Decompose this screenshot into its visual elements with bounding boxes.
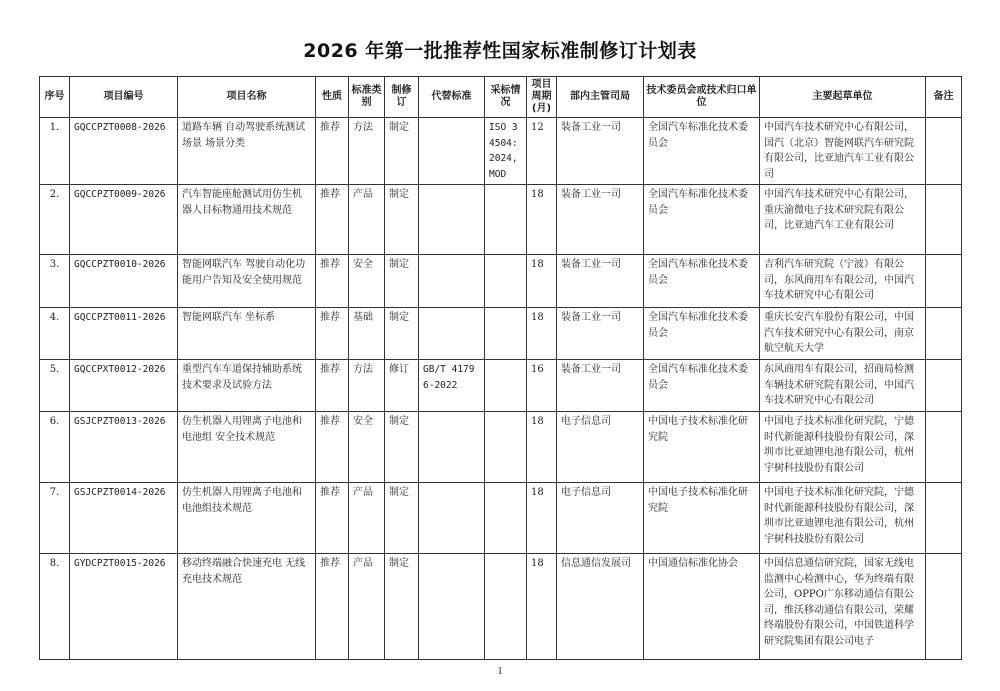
- cell-nature: 推荐: [316, 483, 349, 554]
- header-replaced: 代替标准: [419, 77, 485, 118]
- cell-drafters: 中国信息通信研究院，国家无线电监测中心检测中心，华为终端有限公司，OPPO广东移动通信有限公司，维沃移动通信有限公司，荣耀终端股份有限公司，中国铁道科学研究院集团有限公司电子: [760, 554, 926, 660]
- cell-committee: 全国汽车标准化技术委员会: [644, 255, 760, 308]
- cell-replaced: [419, 308, 485, 360]
- cell-department: 装备工业一司: [557, 308, 644, 360]
- cell-name: 移动终端融合快速充电 无线充电技术规范: [178, 554, 316, 660]
- cell-committee: 中国电子技术标准化研究院: [644, 483, 760, 554]
- cell-nature: 推荐: [316, 554, 349, 660]
- cell-seq: 6.: [40, 412, 70, 483]
- cell-notes: [926, 308, 962, 360]
- cell-seq: 4.: [40, 308, 70, 360]
- header-category: 标准类别: [349, 77, 385, 118]
- table-row: [40, 308, 962, 360]
- cell-notes: [926, 255, 962, 308]
- cell-replaced: [419, 554, 485, 660]
- cell-code: GQCCPXT0012-2026: [70, 360, 178, 412]
- cell-drafters: 中国汽车技术研究中心有限公司，国汽（北京）智能网联汽车研究院有限公司，比亚迪汽车工业有限公司: [760, 118, 926, 185]
- cell-revision: 制定: [385, 118, 419, 185]
- cell-drafters: 重庆长安汽车股份有限公司，中国汽车技术研究中心有限公司，南京航空航天大学: [760, 308, 926, 360]
- cell-revision: 制定: [385, 255, 419, 308]
- cell-name: 仿生机器人用锂离子电池和电池组 安全技术规范: [178, 412, 316, 483]
- cell-period: 18: [527, 412, 557, 483]
- cell-period: 18: [527, 185, 557, 255]
- header-seq: 序号: [40, 77, 70, 118]
- table-row: [40, 255, 962, 308]
- table-row: [40, 554, 962, 660]
- header-notes: 备注: [926, 77, 962, 118]
- header-revision: 制修订: [385, 77, 419, 118]
- cell-committee: 全国汽车标准化技术委员会: [644, 185, 760, 255]
- cell-name: 智能网联汽车 坐标系: [178, 308, 316, 360]
- cell-category: 方法: [349, 118, 385, 185]
- cell-committee: 中国电子技术标准化研究院: [644, 412, 760, 483]
- cell-code: GQCCPZT0008-2026: [70, 118, 178, 185]
- cell-adopted: [485, 483, 527, 554]
- cell-category: 产品: [349, 554, 385, 660]
- cell-adopted: [485, 255, 527, 308]
- cell-department: 装备工业一司: [557, 255, 644, 308]
- header-adopted: 采标情况: [485, 77, 527, 118]
- cell-seq: 8.: [40, 554, 70, 660]
- cell-department: 信息通信发展司: [557, 554, 644, 660]
- cell-period: 16: [527, 360, 557, 412]
- cell-notes: [926, 185, 962, 255]
- cell-seq: 5.: [40, 360, 70, 412]
- cell-period: 18: [527, 554, 557, 660]
- cell-replaced: [419, 483, 485, 554]
- header-name: 项目名称: [178, 77, 316, 118]
- table-row: [40, 412, 962, 483]
- table-row: [40, 185, 962, 255]
- cell-revision: 制定: [385, 554, 419, 660]
- cell-replaced: [419, 255, 485, 308]
- cell-nature: 推荐: [316, 412, 349, 483]
- cell-nature: 推荐: [316, 360, 349, 412]
- cell-adopted: ISO 34504:2024,MOD: [485, 118, 527, 185]
- page-number: 1: [497, 666, 503, 677]
- cell-code: GQCCPZT0009-2026: [70, 185, 178, 255]
- cell-notes: [926, 554, 962, 660]
- cell-drafters: 吉利汽车研究院（宁波）有限公司，东风商用车有限公司，中国汽车技术研究中心有限公司: [760, 255, 926, 308]
- cell-notes: [926, 412, 962, 483]
- cell-notes: [926, 483, 962, 554]
- cell-seq: 1.: [40, 118, 70, 185]
- cell-category: 安全: [349, 255, 385, 308]
- cell-revision: 制定: [385, 308, 419, 360]
- cell-committee: 中国通信标准化协会: [644, 554, 760, 660]
- cell-drafters: 中国电子技术标准化研究院，宁德时代新能源科技股份有限公司，深圳市比亚迪锂电池有限公司，杭州宇树科技股份有限公司: [760, 483, 926, 554]
- cell-category: 产品: [349, 185, 385, 255]
- cell-code: GSJCPZT0014-2026: [70, 483, 178, 554]
- cell-period: 12: [527, 118, 557, 185]
- cell-committee: 全国汽车标准化技术委员会: [644, 308, 760, 360]
- cell-revision: 制定: [385, 412, 419, 483]
- cell-revision: 修订: [385, 360, 419, 412]
- cell-category: 基础: [349, 308, 385, 360]
- cell-replaced: [419, 185, 485, 255]
- cell-adopted: [485, 360, 527, 412]
- cell-department: 装备工业一司: [557, 185, 644, 255]
- table-row: [40, 118, 962, 185]
- cell-committee: 全国汽车标准化技术委员会: [644, 360, 760, 412]
- table-header-row: [40, 77, 962, 118]
- standards-plan-table: [39, 76, 962, 660]
- cell-department: 装备工业一司: [557, 360, 644, 412]
- cell-seq: 3.: [40, 255, 70, 308]
- cell-drafters: 东风商用车有限公司，招商局检测车辆技术研究院有限公司，中国汽车技术研究中心有限公司: [760, 360, 926, 412]
- cell-drafters: 中国电子技术标准化研究院，宁德时代新能源科技股份有限公司，深圳市比亚迪锂电池有限公司，杭州宇树科技股份有限公司: [760, 412, 926, 483]
- cell-category: 方法: [349, 360, 385, 412]
- cell-name: 重型汽车车道保持辅助系统技术要求及试验方法: [178, 360, 316, 412]
- cell-replaced: [419, 118, 485, 185]
- cell-period: 18: [527, 308, 557, 360]
- cell-notes: [926, 360, 962, 412]
- cell-nature: 推荐: [316, 255, 349, 308]
- cell-revision: 制定: [385, 185, 419, 255]
- cell-code: GQCCPZT0010-2026: [70, 255, 178, 308]
- cell-replaced: GB/T 41796-2022: [419, 360, 485, 412]
- header-committee: 技术委员会或技术归口单位: [644, 77, 760, 118]
- cell-period: 18: [527, 255, 557, 308]
- cell-committee: 全国汽车标准化技术委员会: [644, 118, 760, 185]
- cell-code: GYDCPZT0015-2026: [70, 554, 178, 660]
- page-title: 2026 年第一批推荐性国家标准制修订计划表: [303, 40, 697, 62]
- cell-adopted: [485, 412, 527, 483]
- cell-period: 18: [527, 483, 557, 554]
- cell-nature: 推荐: [316, 185, 349, 255]
- cell-code: GSJCPZT0013-2026: [70, 412, 178, 483]
- cell-department: 电子信息司: [557, 483, 644, 554]
- cell-nature: 推荐: [316, 118, 349, 185]
- cell-name: 智能网联汽车 驾驶自动化功能用户告知及安全使用规范: [178, 255, 316, 308]
- cell-category: 产品: [349, 483, 385, 554]
- header-nature: 性质: [316, 77, 349, 118]
- header-period: 项目周期(月): [527, 77, 557, 118]
- header-code: 项目编号: [70, 77, 178, 118]
- cell-adopted: [485, 308, 527, 360]
- cell-name: 汽车智能座舱测试用仿生机器人目标物通用技术规范: [178, 185, 316, 255]
- cell-category: 安全: [349, 412, 385, 483]
- cell-replaced: [419, 412, 485, 483]
- cell-department: 装备工业一司: [557, 118, 644, 185]
- cell-department: 电子信息司: [557, 412, 644, 483]
- cell-name: 仿生机器人用锂离子电池和电池组技术规范: [178, 483, 316, 554]
- header-department: 部内主管司局: [557, 77, 644, 118]
- cell-adopted: [485, 554, 527, 660]
- cell-revision: 制定: [385, 483, 419, 554]
- header-drafters: 主要起草单位: [760, 77, 926, 118]
- table-row: [40, 483, 962, 554]
- cell-drafters: 中国汽车技术研究中心有限公司，重庆渝微电子技术研究院有限公司，比亚迪汽车工业有限公司: [760, 185, 926, 255]
- cell-notes: [926, 118, 962, 185]
- cell-adopted: [485, 185, 527, 255]
- table-row: [40, 360, 962, 412]
- cell-seq: 7.: [40, 483, 70, 554]
- cell-seq: 2.: [40, 185, 70, 255]
- cell-nature: 推荐: [316, 308, 349, 360]
- cell-code: GQCCPZT0011-2026: [70, 308, 178, 360]
- cell-name: 道路车辆 自动驾驶系统测试场景 场景分类: [178, 118, 316, 185]
